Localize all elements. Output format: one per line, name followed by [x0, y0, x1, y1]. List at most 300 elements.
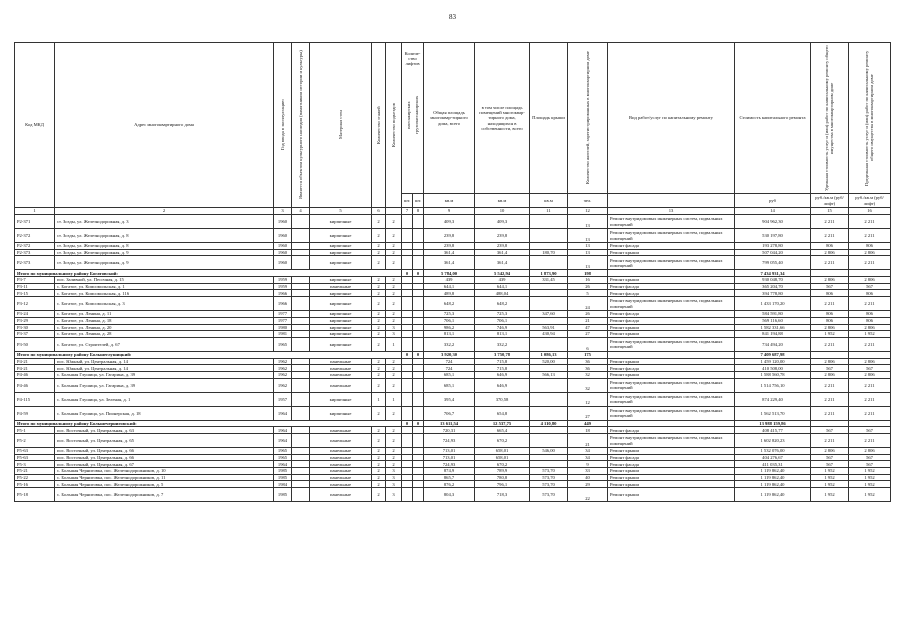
- cell-lift-cargo: [413, 256, 424, 270]
- cell-residents: 9: [568, 461, 608, 468]
- cell-lift-cargo: [413, 461, 424, 468]
- total-label: Итого по муниципальному району Большеглушицкий:: [15, 351, 402, 358]
- cell-code: Р3-12: [15, 297, 55, 311]
- cell-floors: 2: [372, 474, 386, 481]
- cell-heritage: [292, 215, 310, 229]
- cell-year: 1964: [274, 406, 292, 420]
- cell-roof-area: 573,70: [530, 481, 568, 488]
- cell-max-cost: 806: [849, 311, 891, 318]
- cell-owned-area: 439: [475, 277, 530, 284]
- cell-wall: кирпичные: [310, 392, 372, 406]
- cell-floors: 2: [372, 337, 386, 351]
- cell-floors: 2: [372, 371, 386, 378]
- cell-total-area: 713,01: [424, 448, 475, 455]
- cell-roof-area: [530, 337, 568, 351]
- table-row: [15, 454, 891, 461]
- cell-max-cost: 806: [849, 290, 891, 297]
- cell-heritage: [292, 434, 310, 448]
- table-row: [15, 297, 891, 311]
- cell-residents: 36: [568, 365, 608, 372]
- cell-address: пос. Заливной, ул. Песочная, д. 15: [55, 277, 274, 284]
- capital-repair-table: [14, 42, 891, 502]
- cell-roof-area: 180,70: [530, 249, 568, 256]
- cell-lift-passenger: [402, 290, 413, 297]
- cell-work-type: Ремонт крыши: [608, 324, 735, 331]
- cell-lift-passenger: [402, 461, 413, 468]
- cell-lift-passenger: [402, 331, 413, 338]
- cell-roof-area: 430,94: [530, 331, 568, 338]
- cell-address: ст. Зозды, ул. Железнодорожная, д. 3: [55, 215, 274, 229]
- cell-cost: 408 415,77: [735, 427, 811, 434]
- cell-work-type: Ремонт крыши: [608, 481, 735, 488]
- cell-owned-area: 370,58: [475, 392, 530, 406]
- cell-code: Р5-18: [15, 488, 55, 502]
- cell-wall: кирпичные: [310, 215, 372, 229]
- cell-total-area: 395,4: [424, 392, 475, 406]
- cell-code: Р3-29: [15, 317, 55, 324]
- cell-residents: 18: [568, 427, 608, 434]
- cell-entrances: 3: [386, 474, 402, 481]
- cell-unit-cost: 1 952: [811, 331, 849, 338]
- header-code: Код МКД: [15, 43, 55, 208]
- total-lift-cargo: 0: [413, 420, 424, 427]
- cell-cost: 1 119 862,40: [735, 468, 811, 475]
- cell-wall: панельные: [310, 378, 372, 392]
- cell-address: с. Богатое, ул. Строителей, д. 67: [55, 337, 274, 351]
- table-row: [15, 427, 891, 434]
- cell-year: 1984: [274, 481, 292, 488]
- cell-address: с. Богатое, ул. Комсомольская, д. 1: [55, 283, 274, 290]
- cell-address: пос. Восточный, ул. Центральная, д. 66: [55, 454, 274, 461]
- cell-roof-area: [530, 297, 568, 311]
- total-residents: 198: [568, 270, 608, 277]
- cell-work-type: Ремонт крыши: [608, 448, 735, 455]
- total-owned-area: 5 542,94: [475, 270, 530, 277]
- cell-residents: 47: [568, 324, 608, 331]
- cell-residents: 24: [568, 297, 608, 311]
- cell-roof-area: 566,13: [530, 371, 568, 378]
- cell-lift-cargo: [413, 448, 424, 455]
- header-lifts-label: Количе-ство лифтов: [404, 51, 421, 67]
- cell-entrances: 2: [386, 311, 402, 318]
- cell-work-type: Ремонт фасада: [608, 461, 735, 468]
- cell-max-cost: 567: [849, 283, 891, 290]
- cell-max-cost: 2 806: [849, 371, 891, 378]
- total-max-cost: [849, 351, 891, 358]
- cell-owned-area: 239,8: [475, 243, 530, 250]
- cell-unit-cost: 2 806: [811, 448, 849, 455]
- cell-work-type: Ремонт крыши: [608, 474, 735, 481]
- cell-cost: 1 602 820,23: [735, 434, 811, 448]
- cell-cost: 1 588 560,78: [735, 371, 811, 378]
- col-number: 12: [568, 208, 608, 215]
- unit-residents: чел.: [568, 194, 608, 208]
- cell-lift-cargo: [413, 311, 424, 318]
- cell-roof-area: [530, 454, 568, 461]
- cell-floors: 2: [372, 249, 386, 256]
- cell-total-area: 685,1: [424, 378, 475, 392]
- cell-code: Р3-30: [15, 324, 55, 331]
- cell-wall: панельные: [310, 358, 372, 365]
- cell-floors: 2: [372, 215, 386, 229]
- cell-lift-cargo: [413, 215, 424, 229]
- total-row: [15, 270, 891, 277]
- cell-work-type: Ремонт внутридомовых инженерных систем, подвальных помещений: [608, 256, 735, 270]
- cell-heritage: [292, 392, 310, 406]
- table-row: [15, 324, 891, 331]
- header-owned-area: в том числе площадь помещений многоквар-тирного дома, находящихся в собственности, всего: [475, 43, 530, 194]
- cell-heritage: [292, 427, 310, 434]
- cell-floors: 2: [372, 454, 386, 461]
- cell-cost: 1 459 120,00: [735, 358, 811, 365]
- cell-floors: 2: [372, 365, 386, 372]
- cell-lift-passenger: [402, 468, 413, 475]
- cell-address: с. Большая Глушица, ул. Гагарина, д. 39: [55, 371, 274, 378]
- cell-year: 1960: [274, 229, 292, 243]
- cell-year: 1964: [274, 434, 292, 448]
- cell-entrances: 3: [386, 468, 402, 475]
- cell-year: 1965: [274, 454, 292, 461]
- cell-floors: 2: [372, 468, 386, 475]
- table-row: [15, 337, 891, 351]
- cell-code: Р4-46: [15, 371, 55, 378]
- cell-work-type: Ремонт внутридомовых инженерных систем, подвальных помещений: [608, 434, 735, 448]
- total-cost: 7 434 931,34: [735, 270, 811, 277]
- cell-lift-passenger: [402, 406, 413, 420]
- cell-lift-cargo: [413, 468, 424, 475]
- cell-floors: 2: [372, 406, 386, 420]
- cell-code: Р3-15: [15, 290, 55, 297]
- cell-max-cost: 2 211: [849, 378, 891, 392]
- cell-cost: 1 119 862,40: [735, 474, 811, 481]
- cell-lift-cargo: [413, 434, 424, 448]
- cell-lift-cargo: [413, 474, 424, 481]
- table-row: [15, 283, 891, 290]
- page-number: 83: [449, 13, 456, 21]
- cell-roof-area: [530, 406, 568, 420]
- header-wall: Материал стен: [337, 110, 343, 140]
- cell-roof-area: [530, 317, 568, 324]
- cell-work-type: Ремонт крыши: [608, 249, 735, 256]
- cell-lift-cargo: [413, 317, 424, 324]
- cell-residents: 16: [568, 277, 608, 284]
- total-roof-area: 4 110,80: [530, 420, 568, 427]
- cell-heritage: [292, 448, 310, 455]
- cell-year: 1981: [274, 331, 292, 338]
- cell-total-area: 332,2: [424, 337, 475, 351]
- cell-address: с. Богатое, ул. Комсомольская, д. 3: [55, 297, 274, 311]
- total-lift-passenger: 0: [402, 270, 413, 277]
- cell-lift-passenger: [402, 365, 413, 372]
- col-number: 13: [608, 208, 735, 215]
- cell-entrances: 2: [386, 461, 402, 468]
- unit-owned-area: кв.м: [475, 194, 530, 208]
- cell-cost: 799 055,40: [735, 256, 811, 270]
- table-row: [15, 474, 891, 481]
- cell-max-cost: 1 952: [849, 331, 891, 338]
- cell-lift-cargo: [413, 371, 424, 378]
- cell-total-area: 724,93: [424, 461, 475, 468]
- cell-code: Р4-59: [15, 406, 55, 420]
- cell-wall: кирпичные: [310, 324, 372, 331]
- cell-lift-passenger: [402, 488, 413, 502]
- cell-work-type: Ремонт крыши: [608, 331, 735, 338]
- cell-unit-cost: 806: [811, 317, 849, 324]
- cell-year: 1960: [274, 243, 292, 250]
- cell-code: Р3-24: [15, 311, 55, 318]
- cell-entrances: 2: [386, 317, 402, 324]
- cell-residents: 34: [568, 454, 608, 461]
- total-unit-cost: [811, 420, 849, 427]
- cell-entrances: 3: [386, 481, 402, 488]
- table-row: [15, 331, 891, 338]
- cell-lift-cargo: [413, 365, 424, 372]
- total-work: [608, 270, 735, 277]
- cell-lift-passenger: [402, 378, 413, 392]
- cell-unit-cost: 567: [811, 283, 849, 290]
- cell-address: с. Большая Черниговка, пос. Железнодорожников, д. 10: [55, 468, 274, 475]
- cell-wall: кирпичные: [310, 277, 372, 284]
- cell-lift-cargo: [413, 243, 424, 250]
- cell-lift-passenger: [402, 283, 413, 290]
- cell-residents: 27: [568, 406, 608, 420]
- cell-floors: 2: [372, 434, 386, 448]
- cell-year: 1964: [274, 461, 292, 468]
- cell-cost: 394 778,80: [735, 290, 811, 297]
- cell-work-type: Ремонт фасада: [608, 311, 735, 318]
- cell-unit-cost: 806: [811, 290, 849, 297]
- cell-residents: 6: [568, 337, 608, 351]
- cell-code: Р2-372: [15, 243, 55, 250]
- cell-year: 1957: [274, 392, 292, 406]
- cell-cost: 1 514 756,10: [735, 378, 811, 392]
- cell-residents: 5: [568, 290, 608, 297]
- cell-work-type: Ремонт внутридомовых инженерных систем, подвальных помещений: [608, 337, 735, 351]
- cell-residents: 13: [568, 249, 608, 256]
- cell-max-cost: 1 952: [849, 474, 891, 481]
- cell-total-area: 986,2: [424, 324, 475, 331]
- unit-total-area: кв.м: [424, 194, 475, 208]
- cell-floors: 2: [372, 229, 386, 243]
- cell-heritage: [292, 283, 310, 290]
- cell-owned-area: 665,4: [475, 427, 530, 434]
- cell-entrances: 2: [386, 229, 402, 243]
- cell-roof-area: [530, 229, 568, 243]
- cell-code: Р3-11: [15, 283, 55, 290]
- unit-unit-cost: руб./кв.м (руб/лифт): [811, 194, 849, 208]
- table-row: [15, 434, 891, 448]
- table-row: [15, 290, 891, 297]
- cell-heritage: [292, 297, 310, 311]
- cell-floors: 2: [372, 481, 386, 488]
- cell-wall: кирпичные: [310, 243, 372, 250]
- cell-roof-area: 573,70: [530, 474, 568, 481]
- cell-max-cost: 2 211: [849, 392, 891, 406]
- header-heritage: Является объектом культурного наследия (памятником истории и культуры): [297, 50, 303, 200]
- cell-total-area: 876,2: [424, 481, 475, 488]
- cell-roof-area: 563,91: [530, 324, 568, 331]
- table-row: [15, 249, 891, 256]
- cell-address: с. Богатое, ул. Ленина, д. 11: [55, 311, 274, 318]
- header-max-cost: Предельная стоимость услуг и (или) работ по капитальному ремонту общего имущества в многоквартирном доме: [864, 50, 875, 186]
- cell-unit-cost: 2 211: [811, 337, 849, 351]
- cell-entrances: 2: [386, 283, 402, 290]
- cell-roof-area: 573,70: [530, 488, 568, 502]
- cell-cost: 1 562 513,70: [735, 406, 811, 420]
- cell-lift-passenger: [402, 358, 413, 365]
- total-owned-area: 12 537,75: [475, 420, 530, 427]
- cell-owned-area: 654,8: [475, 406, 530, 420]
- cell-work-type: Ремонт внутридомовых инженерных систем, подвальных помещений: [608, 406, 735, 420]
- cell-roof-area: [530, 392, 568, 406]
- cell-unit-cost: 2 211: [811, 215, 849, 229]
- cell-roof-area: [530, 215, 568, 229]
- cell-residents: 12: [568, 392, 608, 406]
- cell-total-area: 874,9: [424, 468, 475, 475]
- cell-lift-passenger: [402, 371, 413, 378]
- header-entrances: Количество подъездов: [390, 103, 396, 147]
- cell-unit-cost: 2 211: [811, 406, 849, 420]
- total-unit-cost: [811, 351, 849, 358]
- header-residents: Количество жителей, зарегистрированных в многоквартирном доме: [584, 51, 590, 185]
- cell-unit-cost: 567: [811, 427, 849, 434]
- cell-heritage: [292, 365, 310, 372]
- cell-total-area: 720,31: [424, 427, 475, 434]
- cell-max-cost: 1 952: [849, 488, 891, 502]
- cell-total-area: 804,3: [424, 488, 475, 502]
- cell-work-type: Ремонт крыши: [608, 488, 735, 502]
- cell-address: с. Богатое, ул. Комсомольская, д. 116: [55, 290, 274, 297]
- header-address: Адрес многоквартирного дома: [55, 43, 274, 208]
- cell-residents: 29: [568, 481, 608, 488]
- cell-unit-cost: 1 952: [811, 468, 849, 475]
- cell-wall: панельные: [310, 488, 372, 502]
- cell-work-type: Ремонт фасада: [608, 290, 735, 297]
- cell-wall: панельные: [310, 448, 372, 455]
- cell-residents: 13: [568, 229, 608, 243]
- cell-owned-area: 670,2: [475, 434, 530, 448]
- cell-unit-cost: 567: [811, 454, 849, 461]
- cell-unit-cost: 567: [811, 365, 849, 372]
- cell-entrances: 2: [386, 256, 402, 270]
- cell-unit-cost: 567: [811, 461, 849, 468]
- unit-lift-cargo: шт.: [413, 194, 424, 208]
- cell-year: 1977: [274, 317, 292, 324]
- cell-owned-area: 361,4: [475, 249, 530, 256]
- cell-unit-cost: 2 211: [811, 378, 849, 392]
- cell-heritage: [292, 290, 310, 297]
- cell-heritage: [292, 371, 310, 378]
- cell-heritage: [292, 249, 310, 256]
- cell-code: Р3-37: [15, 331, 55, 338]
- cell-owned-area: 725,3: [475, 311, 530, 318]
- cell-heritage: [292, 468, 310, 475]
- cell-unit-cost: 2 806: [811, 371, 849, 378]
- cell-work-type: Ремонт крыши: [608, 371, 735, 378]
- cell-unit-cost: 2 806: [811, 324, 849, 331]
- cell-wall: кирпичные: [310, 331, 372, 338]
- cell-residents: 13: [568, 215, 608, 229]
- table-row: [15, 378, 891, 392]
- cell-owned-area: 715,8: [475, 358, 530, 365]
- cell-cost: 904 962,30: [735, 215, 811, 229]
- cell-address: с. Большая Глушица, ул. Гагарина, д. 39: [55, 378, 274, 392]
- cell-wall: панельные: [310, 365, 372, 372]
- cell-lift-passenger: [402, 454, 413, 461]
- cell-lift-cargo: [413, 392, 424, 406]
- cell-work-type: Ремонт внутридомовых инженерных систем, подвальных помещений: [608, 392, 735, 406]
- table-row: [15, 371, 891, 378]
- cell-floors: 2: [372, 297, 386, 311]
- cell-code: Р5-2: [15, 434, 55, 448]
- cell-roof-area: 546,00: [530, 448, 568, 455]
- col-number: 9: [424, 208, 475, 215]
- unit-lift-passenger: шт.: [402, 194, 413, 208]
- cell-heritage: [292, 311, 310, 318]
- cell-owned-area: 706,1: [475, 317, 530, 324]
- cell-code: Р4-21: [15, 365, 55, 372]
- cell-unit-cost: 2 211: [811, 229, 849, 243]
- cell-owned-area: 718,3: [475, 488, 530, 502]
- cell-code: Р5-16: [15, 481, 55, 488]
- cell-total-area: 489,8: [424, 290, 475, 297]
- cell-residents: 32: [568, 378, 608, 392]
- cell-heritage: [292, 406, 310, 420]
- cell-roof-area: [530, 256, 568, 270]
- cell-address: пос. Восточный, ул. Центральная, д. 66: [55, 448, 274, 455]
- cell-entrances: 3: [386, 331, 402, 338]
- cell-code: Р4-46: [15, 378, 55, 392]
- table-row: [15, 488, 891, 502]
- cell-cost: 734 494,20: [735, 337, 811, 351]
- cell-year: 1965: [274, 337, 292, 351]
- cell-cost: 410 508,00: [735, 365, 811, 372]
- cell-heritage: [292, 243, 310, 250]
- cell-heritage: [292, 277, 310, 284]
- cell-cost: 841 194,88: [735, 331, 811, 338]
- total-work: [608, 420, 735, 427]
- cell-work-type: Ремонт фасада: [608, 427, 735, 434]
- cell-lift-passenger: [402, 297, 413, 311]
- cell-owned-area: 409,3: [475, 215, 530, 229]
- cell-entrances: 2: [386, 277, 402, 284]
- cell-year: 1962: [274, 365, 292, 372]
- col-number: 8: [413, 208, 424, 215]
- cell-cost: 507 044,20: [735, 249, 811, 256]
- total-lift-cargo: 0: [413, 270, 424, 277]
- cell-heritage: [292, 461, 310, 468]
- cell-roof-area: 347,60: [530, 311, 568, 318]
- table-row: [15, 365, 891, 372]
- header-roof-area: Площадь крыши: [530, 43, 568, 194]
- cell-wall: панельные: [310, 434, 372, 448]
- total-roof-area: 1 873,90: [530, 270, 568, 277]
- table-row: [15, 481, 891, 488]
- cell-owned-area: 648,2: [475, 297, 530, 311]
- cell-unit-cost: 2 211: [811, 256, 849, 270]
- cell-code: Р5-63: [15, 448, 55, 455]
- cell-wall: кирпичные: [310, 249, 372, 256]
- cell-max-cost: 2 211: [849, 337, 891, 351]
- cell-owned-area: 670,2: [475, 461, 530, 468]
- table-header: [15, 43, 891, 215]
- col-number: 14: [735, 208, 811, 215]
- cell-residents: 26: [568, 311, 608, 318]
- cell-code: Р3-50: [15, 337, 55, 351]
- cell-wall: кирпичные: [310, 317, 372, 324]
- header-lifts: [402, 43, 424, 194]
- cell-total-area: 724: [424, 358, 475, 365]
